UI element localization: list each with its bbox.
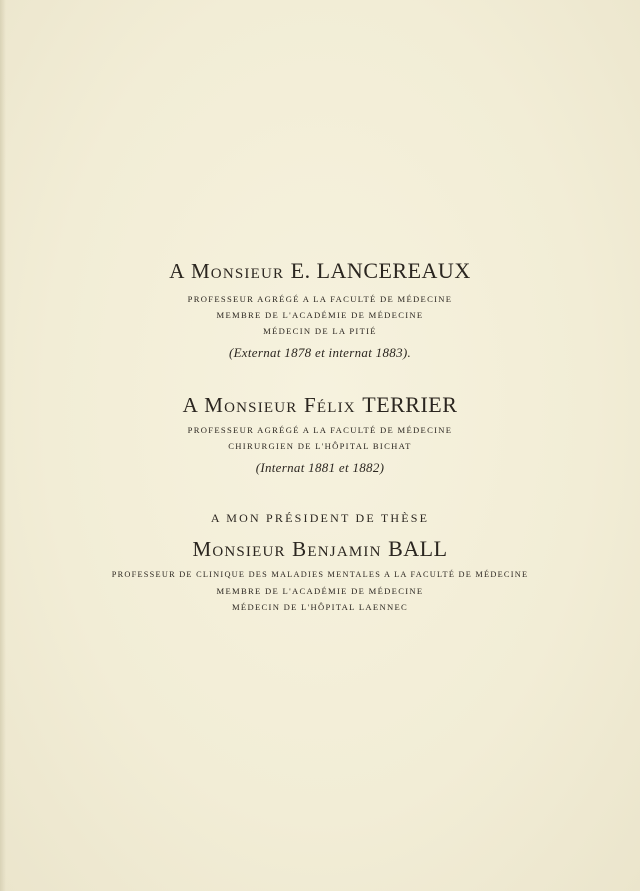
title-line: CHIRURGIEN DE L'HÔPITAL BICHAT: [228, 441, 412, 451]
title-line: MÉDECIN DE LA PITIÉ: [263, 326, 377, 336]
dedication-terrier-period: (Internat 1881 et 1882): [255, 460, 385, 475]
title-line: MEMBRE DE L'ACADÉMIE DE MÉDECINE: [216, 310, 424, 320]
title-line: PROFESSEUR AGRÉGÉ A LA FACULTÉ DE MÉDECINE: [187, 294, 453, 304]
title-line: MEMBRE DE L'ACADÉMIE DE MÉDECINE: [216, 586, 424, 596]
title-line: PROFESSEUR DE CLINIQUE DES MALADIES MENTALES A LA FACULTÉ DE MÉDECINE: [111, 570, 529, 579]
president-titles: [0, 567, 640, 615]
president-salutation: Monsieur Benjamin: [192, 537, 382, 561]
president-name: BALL: [388, 536, 448, 561]
dedication-salutation: A Monsieur: [169, 259, 285, 283]
dedicatee-name: TERRIER: [362, 392, 458, 417]
dedication-terrier-heading: [0, 392, 640, 418]
president-name-line: [0, 536, 640, 562]
dedication-salutation: A Monsieur Félix: [182, 393, 356, 417]
president-heading: A MON PRÉSIDENT DE THÈSE: [210, 511, 430, 525]
dedication-lancereaux-heading: [0, 258, 640, 284]
title-line: MÉDECIN DE L'HÔPITAL LAENNEC: [231, 602, 409, 612]
dedication-lancereaux-titles: [0, 291, 640, 339]
dedicatee-name: E. LANCEREAUX: [290, 258, 471, 283]
title-line: PROFESSEUR AGRÉGÉ A LA FACULTÉ DE MÉDECINE: [187, 425, 453, 435]
dedication-terrier-titles: [0, 422, 640, 454]
dedication-lancereaux-period: (Externat 1878 et internat 1883).: [228, 345, 412, 360]
